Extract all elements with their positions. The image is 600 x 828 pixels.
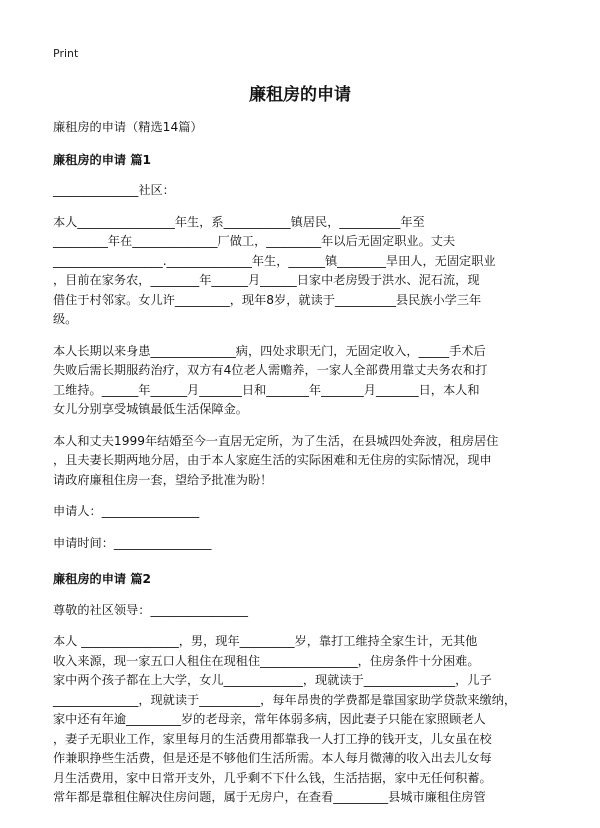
body-line: ，且夫妻长期两地分居，由于本人家庭生活的实际困难和无住房的实际情况，现申: [53, 453, 492, 467]
body-line: 本人长期以来身患______________病，四处求职无门，无固定收入，_____手术后: [53, 343, 486, 358]
body-line: 常年都是靠租住解决住房问题，属于无房户，在查看_________县城市廉租住房管: [53, 790, 486, 804]
body-line: 工维持。______年______月_______日和_______年_______月_______日，本人和: [53, 382, 480, 397]
body-line: ______________，现就读于__________，每年昂贵的学费都是靠国家助学贷款来缴纳，: [53, 692, 517, 707]
applicant-line: 申请人：________________: [53, 504, 200, 518]
document-subtitle: 廉租房的申请（精选14篇）: [53, 120, 203, 134]
body-line: 借住于村邻家。女儿许_________，现年8岁，就读于__________县民族小学三年: [53, 292, 482, 307]
application-date-line: 申请时间：________________: [53, 535, 212, 550]
body-line: ，妻子无职业工作，家里每月的生活费用都靠我一人打工挣的钱开支，儿女虽在校: [53, 731, 492, 746]
addressee-line: 尊敬的社区领导：________________: [53, 602, 248, 617]
body-line: 本人 ________________，男，现年_________岁，靠打工维持全家生计，无其他: [53, 634, 478, 648]
body-line: 家中两个孩子都在上大学，女儿_____________，现就读于_______________，儿子: [53, 673, 492, 687]
body-line: 本人________________年生，系___________镇居民，__________年至: [53, 214, 425, 229]
print-link[interactable]: Print: [53, 47, 79, 60]
body-line: 家中还有年逾_________岁的老母亲，常年体弱多病，因此妻子只能在家照顾老人: [53, 712, 486, 726]
body-line: _________年在______________厂做工，_________年以后无固定职业。丈夫: [53, 234, 456, 248]
body-line: ，目前在家务农，________年______月______日家中老房毁于洪水、泥石流，现: [53, 273, 480, 287]
document-title: 廉租房的申请: [249, 85, 351, 105]
document-body: [53, 118, 553, 808]
body-line: 收入来源，现一家五口人租住在现租住________________，住房条件十分困难。: [53, 653, 480, 668]
body-line: 月生活费用，家中日常开支外，几乎剩不下什么钱，生活拮据，家中无任何积蓄。: [53, 770, 492, 785]
section-heading-2: 廉租房的申请 篇2: [53, 572, 152, 586]
body-line: 请政府廉租住房一套，望给予批准为盼！: [53, 472, 273, 487]
body-line: 女儿分别享受城镇最低生活保障金。: [53, 402, 248, 416]
section-heading-1: 廉租房的申请 篇1: [53, 152, 152, 167]
body-line: 失败后需长期服药治疗，双方有4位老人需赡养，一家人全部费用靠丈夫务农和打: [53, 363, 488, 377]
body-line: 级。: [53, 312, 78, 326]
body-line: __________________.______________年生，______镇________旱田人，无固定职业: [53, 253, 496, 268]
body-line: 作兼职挣些生活费，但是还是不够他们生活所需。本人每月微薄的收入出去儿女每: [53, 751, 492, 765]
addressee-line: ______________社区：: [53, 183, 175, 197]
body-line: 本人和丈夫1999年结婚至今一直居无定所，为了生活，在县城四处奔波，租房居住: [53, 433, 499, 448]
